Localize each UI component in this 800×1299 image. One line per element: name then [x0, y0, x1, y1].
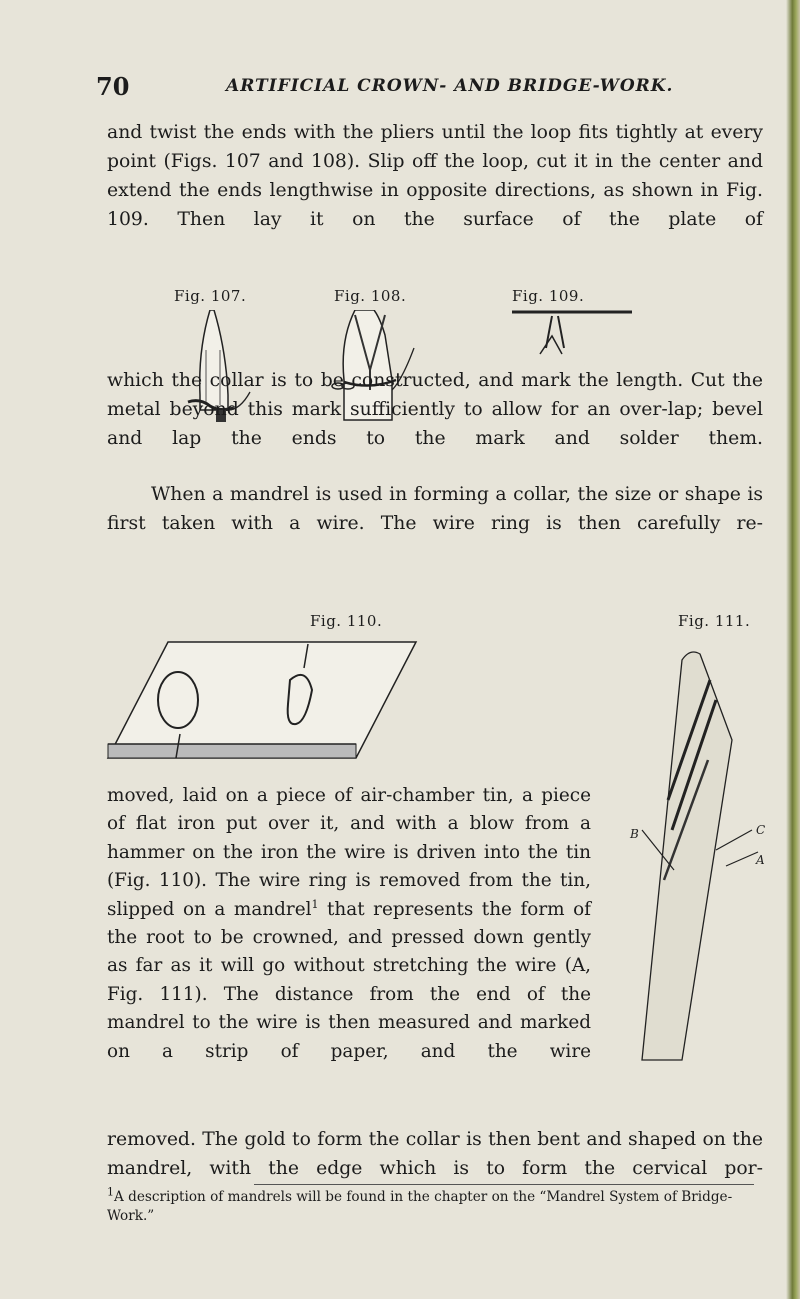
- footnote: [107, 1185, 767, 1226]
- paragraph-2: which the collar is to be constructed, and mark the length. Cut the metal beyond this mark sufficiently to allow for an over-lap; bevel and lap the ends to the mark and solder them.: [107, 370, 763, 449]
- paragraph-1: and twist the ends with the pliers until the loop fits tightly at every point (Figs. 107 and 108). Slip off the loop, cut it in the center and extend the ends lengthwise in opposite directions, as shown in Fig. 109. Then lay it on the surface of the plate of: [107, 122, 763, 230]
- label-b: B: [630, 827, 639, 841]
- footnote-marker: 1: [107, 1185, 114, 1199]
- figure-109: [512, 306, 632, 366]
- page-number: 70: [96, 72, 130, 101]
- paragraph-5: removed. The gold to form the collar is then bent and shaped on the mandrel, with the edge which is to form the cervical por-: [107, 1129, 763, 1179]
- figure-110: [106, 640, 422, 765]
- page-header: [96, 72, 716, 102]
- paragraph-3: When a mandrel is used in forming a collar, the size or shape is first taken with a wire. The wire ring is then carefully re-: [107, 484, 763, 534]
- caption-fig-107: Fig. 107.: [174, 287, 247, 305]
- label-a: A: [756, 853, 765, 867]
- caption-fig-108: Fig. 108.: [334, 287, 407, 305]
- footnote-reference: 1: [311, 897, 319, 911]
- running-head: ARTIFICIAL CROWN- AND BRIDGE-WORK.: [226, 76, 674, 96]
- page-edge: [786, 0, 800, 1299]
- label-c: C: [756, 823, 766, 837]
- paragraph-4-part-2: that represents the form of the root to be crowned, and pressed down gently as far as it will go without stretching the wire (A, Fig. 111). The distance from the end of the mandrel to the wire is then measured and marked on a strip of paper, and the wire: [107, 898, 591, 1062]
- paragraph-4-part-1: moved, laid on a piece of air-chamber tin, a piece of flat iron put over it, and with a blow from a hammer on the iron the wire is driven into the tin (Fig. 110). The wire ring is removed from the tin, slipped on a mandrel: [107, 785, 591, 920]
- figure-111: [612, 640, 772, 1080]
- paragraph-4: [107, 782, 591, 1066]
- caption-fig-110: Fig. 110.: [310, 612, 383, 630]
- footnote-rule: [254, 1184, 754, 1185]
- caption-fig-109: Fig. 109.: [512, 287, 585, 305]
- caption-fig-111: Fig. 111.: [678, 612, 751, 630]
- footnote-text: A description of mandrels will be found in the chapter on the “Mandrel System of Bridge-Work.”: [107, 1189, 733, 1224]
